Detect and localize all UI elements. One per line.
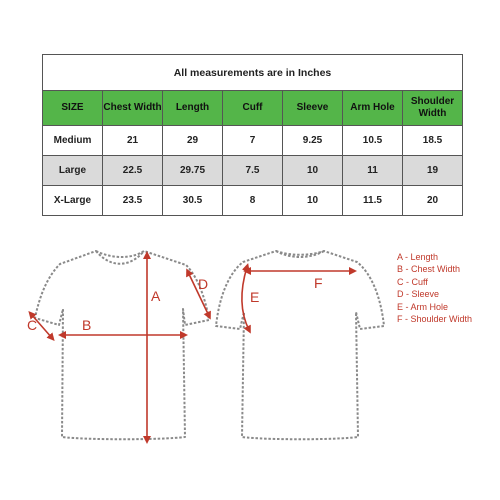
table-row — [43, 186, 463, 216]
tshirt-front-outline — [35, 251, 209, 439]
table-cell: 23.5 — [103, 186, 163, 216]
label-a: A — [151, 288, 161, 304]
table-header-row — [43, 91, 463, 126]
label-b: B — [82, 317, 92, 333]
size-chart-table — [42, 54, 463, 216]
label-e: E — [250, 289, 260, 305]
label-d: D — [198, 276, 209, 292]
table-caption: All measurements are in Inches — [43, 55, 463, 91]
table-cell: 30.5 — [163, 186, 223, 216]
label-c: C — [27, 317, 38, 333]
legend-item-sleeve: D - Sleeve — [397, 289, 440, 300]
table-cell: 20 — [403, 186, 463, 216]
header-arm-hole: Arm Hole — [343, 91, 403, 126]
table-cell: 18.5 — [403, 126, 463, 156]
legend-item-chest-width: B - Chest Width — [397, 264, 461, 275]
table-cell: X-Large — [43, 186, 103, 216]
table-cell: 10 — [283, 156, 343, 186]
legend-item-arm-hole: E - Arm Hole — [397, 301, 449, 312]
header-sleeve: Sleeve — [283, 91, 343, 126]
table-row — [43, 156, 463, 186]
header-cuff: Cuff — [223, 91, 283, 126]
table-cell: 8 — [223, 186, 283, 216]
table-cell: 21 — [103, 126, 163, 156]
table-cell: 7 — [223, 126, 283, 156]
table-cell: Medium — [43, 126, 103, 156]
table-cell: 29.75 — [163, 156, 223, 186]
legend-item-shoulder-width: F - Shoulder Width — [397, 314, 473, 325]
table-cell: 7.5 — [223, 156, 283, 186]
legend-item-cuff: C - Cuff — [397, 276, 428, 287]
table-cell: 29 — [163, 126, 223, 156]
header-shoulder-width: Shoulder Width — [403, 91, 463, 126]
header-length: Length — [163, 91, 223, 126]
table-cell: Large — [43, 156, 103, 186]
table-cell: 10 — [283, 186, 343, 216]
tshirt-back-outline — [216, 251, 384, 439]
header-chest-width: Chest Width — [103, 91, 163, 126]
table-cell: 9.25 — [283, 126, 343, 156]
measurement-legend — [397, 251, 472, 325]
table-cell: 11 — [343, 156, 403, 186]
table-cell: 19 — [403, 156, 463, 186]
table-cell: 10.5 — [343, 126, 403, 156]
table-cell: 11.5 — [343, 186, 403, 216]
table-cell: 22.5 — [103, 156, 163, 186]
table-row — [43, 126, 463, 156]
header-size: SIZE — [43, 91, 103, 126]
label-f: F — [314, 275, 323, 291]
legend-item-length: A - Length — [397, 252, 439, 262]
